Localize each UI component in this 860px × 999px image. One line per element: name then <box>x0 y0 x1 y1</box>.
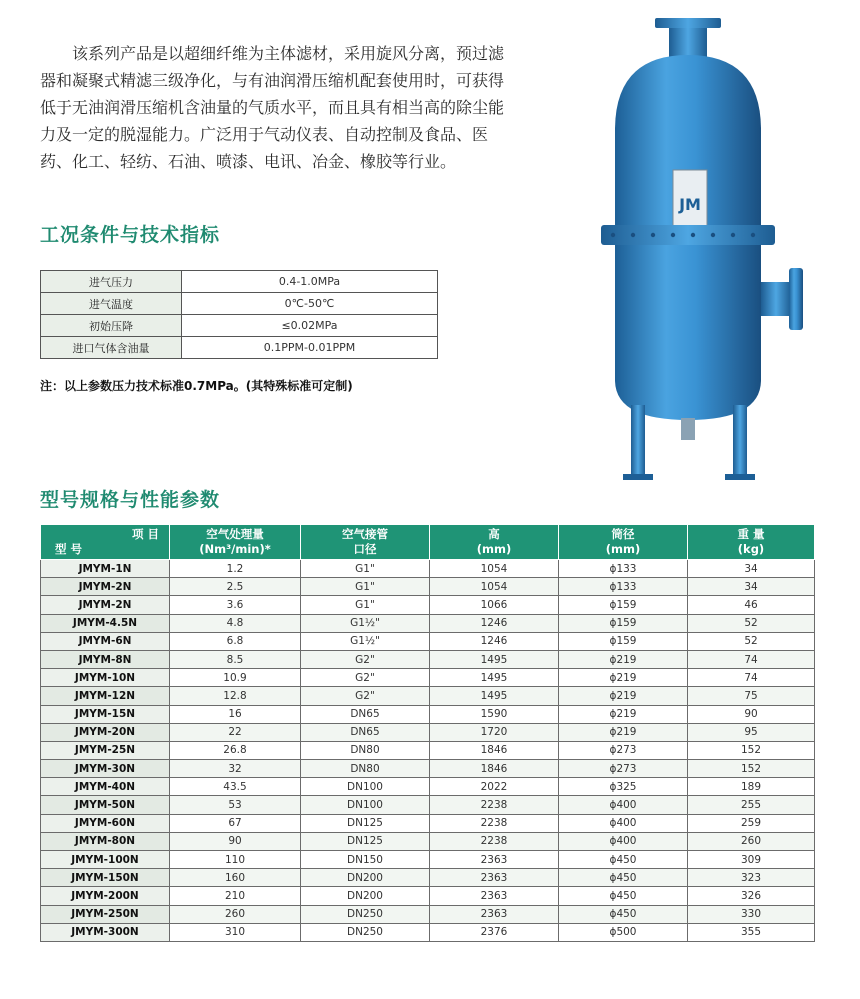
conditions-title: 工况条件与技术指标 <box>40 224 221 246</box>
diameter-cell: ϕ400 <box>559 796 688 814</box>
separator-vessel-illustration <box>585 10 825 490</box>
intro-line: 该系列产品是以超细纤维为主体滤材，采用旋风分离，预过滤 <box>40 44 505 63</box>
pipe-cell: DN80 <box>301 741 430 759</box>
flow-cell: 260 <box>170 905 301 923</box>
height-cell: 1846 <box>430 760 559 778</box>
flow-cell: 8.5 <box>170 650 301 668</box>
table-row <box>41 578 815 596</box>
weight-cell: 34 <box>688 560 815 578</box>
table-row <box>41 778 815 796</box>
intro-line: 低于无油润滑压缩机含油量的气质水平，而且具有相当高的除尘能 <box>40 98 505 117</box>
header-height-label: 高 <box>488 527 500 541</box>
intro-line: 力及一定的脱湿能力。广泛用于气动仪表、自动控制及食品、医 <box>40 125 489 144</box>
height-cell: 1054 <box>430 578 559 596</box>
flow-cell: 110 <box>170 851 301 869</box>
diameter-cell: ϕ450 <box>559 905 688 923</box>
weight-cell: 52 <box>688 632 815 650</box>
diameter-cell: ϕ159 <box>559 614 688 632</box>
height-cell: 1720 <box>430 723 559 741</box>
weight-cell: 46 <box>688 596 815 614</box>
model-cell: JMYM-12N <box>41 687 170 705</box>
pipe-cell: DN80 <box>301 760 430 778</box>
model-cell: JMYM-2N <box>41 578 170 596</box>
weight-cell: 260 <box>688 832 815 850</box>
header-item-label: 项 目 <box>131 527 159 541</box>
diameter-cell: ϕ219 <box>559 687 688 705</box>
condition-label: 进气温度 <box>41 293 182 315</box>
flow-cell: 67 <box>170 814 301 832</box>
weight-cell: 95 <box>688 723 815 741</box>
flow-cell: 6.8 <box>170 632 301 650</box>
pipe-cell: G2" <box>301 650 430 668</box>
model-cell: JMYM-80N <box>41 832 170 850</box>
header-diameter <box>559 525 688 560</box>
header-pipe <box>301 525 430 560</box>
lower-shell <box>615 245 761 420</box>
pipe-cell: DN100 <box>301 778 430 796</box>
flow-cell: 2.5 <box>170 578 301 596</box>
flow-cell: 210 <box>170 887 301 905</box>
intro-line: 器和凝聚式精滤三级净化，与有油润滑压缩机配套使用时，可获得 <box>40 71 505 90</box>
diameter-cell: ϕ219 <box>559 705 688 723</box>
model-cell: JMYM-25N <box>41 741 170 759</box>
weight-cell: 74 <box>688 669 815 687</box>
header-pipe-sub: 口径 <box>353 542 377 556</box>
condition-label: 初始压降 <box>41 315 182 337</box>
drain-valve <box>681 418 695 440</box>
pipe-cell: DN65 <box>301 705 430 723</box>
model-cell: JMYM-30N <box>41 760 170 778</box>
table-row <box>41 905 815 923</box>
table-row <box>41 614 815 632</box>
height-cell: 1590 <box>430 705 559 723</box>
height-cell: 1495 <box>430 669 559 687</box>
condition-label: 进口气体含油量 <box>41 337 182 359</box>
flow-cell: 3.6 <box>170 596 301 614</box>
header-diameter-label: 筒径 <box>611 527 635 541</box>
height-cell: 2363 <box>430 887 559 905</box>
pipe-cell: DN200 <box>301 869 430 887</box>
header-flow-unit: (Nm³/min)* <box>199 542 271 556</box>
side-inlet-flange <box>789 268 803 330</box>
diameter-cell: ϕ133 <box>559 560 688 578</box>
pipe-cell: DN65 <box>301 723 430 741</box>
table-row <box>41 887 815 905</box>
header-height <box>430 525 559 560</box>
pipe-cell: DN200 <box>301 887 430 905</box>
model-cell: JMYM-250N <box>41 905 170 923</box>
leg-right <box>733 405 747 477</box>
diameter-cell: ϕ325 <box>559 778 688 796</box>
flow-cell: 10.9 <box>170 669 301 687</box>
table-row <box>41 851 815 869</box>
model-cell: JMYM-10N <box>41 669 170 687</box>
table-row <box>41 293 438 315</box>
table-row <box>41 869 815 887</box>
header-weight <box>688 525 815 560</box>
middle-flange <box>601 225 775 245</box>
side-inlet-pipe <box>761 282 791 316</box>
weight-cell: 34 <box>688 578 815 596</box>
flow-cell: 4.8 <box>170 614 301 632</box>
height-cell: 1246 <box>430 614 559 632</box>
height-cell: 1246 <box>430 632 559 650</box>
model-cell: JMYM-100N <box>41 851 170 869</box>
table-row <box>41 723 815 741</box>
leg-left <box>631 405 645 477</box>
diameter-cell: ϕ159 <box>559 596 688 614</box>
model-cell: JMYM-8N <box>41 650 170 668</box>
flow-cell: 26.8 <box>170 741 301 759</box>
weight-cell: 90 <box>688 705 815 723</box>
model-cell: JMYM-20N <box>41 723 170 741</box>
model-cell: JMYM-200N <box>41 887 170 905</box>
specs-title: 型号规格与性能参数 <box>40 489 221 511</box>
flow-cell: 1.2 <box>170 560 301 578</box>
table-row <box>41 315 438 337</box>
model-cell: JMYM-4.5N <box>41 614 170 632</box>
diameter-cell: ϕ219 <box>559 650 688 668</box>
pipe-cell: G2" <box>301 669 430 687</box>
pipe-cell: DN250 <box>301 905 430 923</box>
flow-cell: 310 <box>170 923 301 941</box>
pipe-cell: G1" <box>301 578 430 596</box>
height-cell: 2238 <box>430 832 559 850</box>
diameter-cell: ϕ219 <box>559 669 688 687</box>
condition-value: 0.4-1.0MPa <box>182 271 438 293</box>
header-flow <box>170 525 301 560</box>
weight-cell: 326 <box>688 887 815 905</box>
table-row <box>41 687 815 705</box>
header-height-unit: (mm) <box>476 542 512 556</box>
diameter-cell: ϕ450 <box>559 887 688 905</box>
weight-cell: 52 <box>688 614 815 632</box>
flow-cell: 53 <box>170 796 301 814</box>
table-row <box>41 760 815 778</box>
model-cell: JMYM-1N <box>41 560 170 578</box>
diameter-cell: ϕ273 <box>559 741 688 759</box>
table-row <box>41 814 815 832</box>
header-model-label: 型 号 <box>55 542 83 556</box>
intro-paragraph <box>40 40 540 175</box>
model-cell: JMYM-300N <box>41 923 170 941</box>
table-row <box>41 705 815 723</box>
weight-cell: 152 <box>688 741 815 759</box>
height-cell: 2376 <box>430 923 559 941</box>
pipe-cell: DN100 <box>301 796 430 814</box>
height-cell: 2022 <box>430 778 559 796</box>
weight-cell: 355 <box>688 923 815 941</box>
pipe-cell: G2" <box>301 687 430 705</box>
height-cell: 1495 <box>430 687 559 705</box>
weight-cell: 189 <box>688 778 815 796</box>
table-row <box>41 669 815 687</box>
jm-logo: JM <box>679 195 701 214</box>
header-pipe-label: 空气接管 <box>342 527 388 541</box>
header-diameter-unit: (mm) <box>605 542 641 556</box>
height-cell: 2363 <box>430 905 559 923</box>
model-cell: JMYM-40N <box>41 778 170 796</box>
diameter-cell: ϕ450 <box>559 869 688 887</box>
weight-cell: 75 <box>688 687 815 705</box>
height-cell: 2363 <box>430 869 559 887</box>
flow-cell: 90 <box>170 832 301 850</box>
model-cell: JMYM-60N <box>41 814 170 832</box>
diameter-cell: ϕ133 <box>559 578 688 596</box>
condition-value: 0℃-50℃ <box>182 293 438 315</box>
model-cell: JMYM-15N <box>41 705 170 723</box>
diameter-cell: ϕ450 <box>559 851 688 869</box>
model-cell: JMYM-150N <box>41 869 170 887</box>
table-row <box>41 923 815 941</box>
height-cell: 2238 <box>430 796 559 814</box>
weight-cell: 259 <box>688 814 815 832</box>
spec-header-row <box>41 525 815 560</box>
pipe-cell: DN250 <box>301 923 430 941</box>
height-cell: 1054 <box>430 560 559 578</box>
flow-cell: 43.5 <box>170 778 301 796</box>
diameter-cell: ϕ273 <box>559 760 688 778</box>
diameter-cell: ϕ400 <box>559 832 688 850</box>
height-cell: 2238 <box>430 814 559 832</box>
height-cell: 1846 <box>430 741 559 759</box>
weight-cell: 152 <box>688 760 815 778</box>
pipe-cell: DN125 <box>301 832 430 850</box>
pipe-cell: G1" <box>301 560 430 578</box>
spec-body <box>41 560 815 942</box>
pipe-cell: G1½" <box>301 632 430 650</box>
pipe-cell: G1½" <box>301 614 430 632</box>
condition-value: 0.1PPM-0.01PPM <box>182 337 438 359</box>
table-row <box>41 832 815 850</box>
flow-cell: 160 <box>170 869 301 887</box>
pipe-cell: G1" <box>301 596 430 614</box>
header-weight-unit: (kg) <box>737 542 765 556</box>
model-cell: JMYM-50N <box>41 796 170 814</box>
diameter-cell: ϕ159 <box>559 632 688 650</box>
diameter-cell: ϕ400 <box>559 814 688 832</box>
weight-cell: 309 <box>688 851 815 869</box>
table-row <box>41 796 815 814</box>
pressure-note: 注：以上参数压力技术标准0.7MPa。(其特殊标准可定制) <box>40 379 353 393</box>
conditions-table <box>40 270 438 359</box>
top-flange <box>655 18 721 28</box>
condition-label: 进气压力 <box>41 271 182 293</box>
table-row <box>41 650 815 668</box>
diameter-cell: ϕ500 <box>559 923 688 941</box>
height-cell: 1066 <box>430 596 559 614</box>
table-row <box>41 271 438 293</box>
header-flow-label: 空气处理量 <box>206 527 264 541</box>
spec-table <box>40 524 815 942</box>
model-cell: JMYM-6N <box>41 632 170 650</box>
flow-cell: 32 <box>170 760 301 778</box>
flow-cell: 22 <box>170 723 301 741</box>
header-weight-label: 重 量 <box>737 527 765 541</box>
flow-cell: 16 <box>170 705 301 723</box>
model-cell: JMYM-2N <box>41 596 170 614</box>
header-corner-cell <box>41 525 170 560</box>
foot-right <box>725 474 755 480</box>
table-row <box>41 632 815 650</box>
weight-cell: 255 <box>688 796 815 814</box>
weight-cell: 330 <box>688 905 815 923</box>
diameter-cell: ϕ219 <box>559 723 688 741</box>
weight-cell: 323 <box>688 869 815 887</box>
table-row <box>41 560 815 578</box>
pipe-cell: DN125 <box>301 814 430 832</box>
height-cell: 2363 <box>430 851 559 869</box>
pipe-cell: DN150 <box>301 851 430 869</box>
table-row <box>41 596 815 614</box>
height-cell: 1495 <box>430 650 559 668</box>
foot-left <box>623 474 653 480</box>
intro-line: 药、化工、轻纺、石油、喷漆、电讯、冶金、橡胶等行业。 <box>40 152 457 171</box>
table-row <box>41 337 438 359</box>
condition-value: ≤0.02MPa <box>182 315 438 337</box>
table-row <box>41 741 815 759</box>
flow-cell: 12.8 <box>170 687 301 705</box>
weight-cell: 74 <box>688 650 815 668</box>
